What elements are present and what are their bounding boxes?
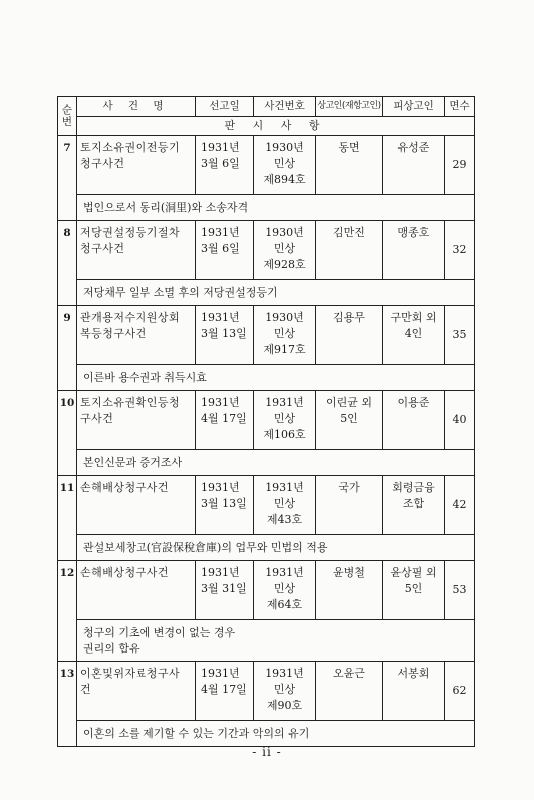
docket-number-line: 1930년	[265, 226, 304, 239]
judgment-date	[196, 662, 254, 721]
table-row-summary	[58, 280, 475, 306]
docket-number-line: 민상	[273, 241, 296, 255]
case-name-line: 토지소유권이전등기	[80, 141, 181, 154]
judgment-date	[196, 306, 254, 365]
judgment-date	[196, 136, 254, 195]
docket-number-line: 1931년	[265, 667, 304, 680]
header-case-name: 사 건 명	[77, 97, 196, 117]
appellee-line: 맹종호	[397, 226, 430, 239]
case-rows	[58, 136, 475, 747]
holding-summary-line: 이른바 용수권과 취득시효	[83, 371, 207, 385]
appellant-line: 오윤근	[333, 667, 365, 680]
judgment-date-line: 1931년	[201, 396, 240, 409]
case-name	[77, 391, 196, 450]
holding-summary-line: 청구의 기초에 변경이 없는 경우	[83, 626, 236, 640]
judgment-date-line: 1931년	[201, 311, 240, 324]
case-number: 7	[58, 136, 77, 221]
header-number-bottom: 번	[61, 116, 73, 128]
table-header	[58, 97, 475, 136]
docket-number-line: 제106호	[263, 427, 306, 441]
judgment-date	[196, 221, 254, 280]
appellant	[316, 561, 383, 620]
table-row	[58, 476, 475, 535]
header-appellee: 피상고인	[383, 97, 445, 117]
appellant-line: 윤병철	[333, 566, 365, 579]
docket-number	[254, 221, 316, 280]
table-row-summary	[58, 721, 475, 747]
judgment-date-line: 4월 17일	[201, 682, 247, 696]
case-name-line: 손해배상청구사건	[80, 481, 170, 494]
case-name-line: 구사건	[80, 411, 114, 425]
table-row-summary	[58, 620, 475, 662]
holding-summary-line: 법인으로서 동리(洞里)와 소송자격	[83, 201, 249, 215]
case-name-line: 복등청구사건	[80, 326, 147, 340]
holding-summary	[77, 365, 475, 391]
page-number: - ii -	[252, 745, 282, 759]
holding-summary-line: 이혼의 소를 제기할 수 있는 기간과 악의의 유기	[83, 727, 310, 741]
judgment-date-line: 4월 17일	[201, 411, 247, 425]
table-row-summary	[58, 450, 475, 476]
docket-number-line: 제64호	[266, 597, 303, 611]
judgment-date	[196, 561, 254, 620]
docket-number-line: 민상	[273, 411, 296, 425]
page-reference: 42	[445, 476, 475, 535]
appellant	[316, 221, 383, 280]
case-name-line: 건	[80, 682, 92, 696]
case-name	[77, 221, 196, 280]
docket-number-line: 1931년	[265, 566, 304, 579]
page-reference: 32	[445, 221, 475, 280]
page-reference: 62	[445, 662, 475, 721]
case-number: 9	[58, 306, 77, 391]
case-name	[77, 662, 196, 721]
docket-number	[254, 306, 316, 365]
judgment-date-line: 1931년	[201, 481, 240, 494]
appellee-line: 4인	[404, 326, 423, 340]
case-name-line: 청구사건	[80, 241, 125, 255]
appellant-line: 김만진	[333, 226, 365, 239]
appellee	[383, 561, 445, 620]
table-row	[58, 662, 475, 721]
table-row-summary	[58, 535, 475, 561]
header-number	[58, 97, 77, 136]
docket-number-line: 민상	[273, 156, 296, 170]
case-name-line: 이혼및위자료청구사	[80, 667, 181, 680]
page-reference: 35	[445, 306, 475, 365]
judgment-date-line: 3월 6일	[201, 156, 240, 170]
header-page: 면수	[445, 97, 475, 117]
docket-number	[254, 662, 316, 721]
docket-number-line: 민상	[273, 581, 296, 595]
case-number: 11	[58, 476, 77, 561]
header-number-top: 순	[61, 103, 73, 116]
page-reference: 53	[445, 561, 475, 620]
case-name	[77, 476, 196, 535]
judgment-date-line: 1931년	[201, 141, 240, 154]
holding-summary-line: 권리의 합유	[83, 642, 140, 655]
appellee-line: 조합	[402, 496, 425, 510]
appellant	[316, 136, 383, 195]
appellee	[383, 306, 445, 365]
appellee-line: 윤상필 외	[390, 566, 437, 579]
section-title: 판 시 사 항	[77, 116, 475, 136]
docket-number-line: 1931년	[265, 396, 304, 409]
appellee-line: 이용준	[397, 396, 430, 409]
table-row	[58, 221, 475, 280]
case-index-sheet	[57, 96, 474, 747]
appellee	[383, 662, 445, 721]
docket-number-line: 1931년	[265, 481, 304, 494]
docket-number-line: 제928호	[263, 257, 306, 271]
holding-summary	[77, 195, 475, 221]
page-reference: 40	[445, 391, 475, 450]
appellee-line: 5인	[404, 581, 423, 595]
docket-number-line: 민상	[273, 682, 296, 696]
case-name-line: 손해배상청구사건	[80, 566, 170, 579]
judgment-date-line: 3월 13일	[201, 326, 247, 340]
holding-summary	[77, 620, 475, 662]
case-name	[77, 136, 196, 195]
case-number: 13	[58, 662, 77, 747]
docket-number	[254, 561, 316, 620]
docket-number-line: 제894호	[263, 172, 306, 186]
appellant	[316, 391, 383, 450]
holding-summary	[77, 721, 475, 747]
judgment-date-line: 3월 6일	[201, 241, 240, 255]
judgment-date-line: 1931년	[201, 226, 240, 239]
case-name-line: 저당권설정등기절차	[80, 226, 181, 239]
docket-number	[254, 136, 316, 195]
holding-summary-line: 저당채무 일부 소멸 후의 저당권설정등기	[83, 286, 278, 300]
page-reference: 29	[445, 136, 475, 195]
table-row	[58, 561, 475, 620]
judgment-date	[196, 391, 254, 450]
docket-number-line: 제43호	[266, 512, 303, 526]
appellant	[316, 662, 383, 721]
appellant-line: 동면	[338, 141, 360, 154]
table-row	[58, 136, 475, 195]
appellant-line: 5인	[340, 411, 358, 425]
appellant-line: 이린균 외	[325, 396, 372, 409]
appellee	[383, 476, 445, 535]
case-number: 12	[58, 561, 77, 662]
docket-number-line: 제90호	[266, 698, 303, 712]
docket-number	[254, 476, 316, 535]
judgment-date-line: 3월 13일	[201, 496, 247, 510]
holding-summary	[77, 535, 475, 561]
docket-number-line: 1930년	[265, 311, 304, 324]
case-number: 10	[58, 391, 77, 476]
table-row	[58, 391, 475, 450]
appellant	[316, 476, 383, 535]
judgment-date-line: 3월 31일	[201, 581, 247, 595]
table-row-summary	[58, 195, 475, 221]
holding-summary	[77, 450, 475, 476]
case-name-line: 토지소유권확인등청	[80, 396, 181, 409]
case-index-table	[57, 96, 475, 747]
holding-summary-line: 관설보세창고(官設保稅倉庫)의 업무와 민법의 적용	[83, 541, 328, 555]
table-row-summary	[58, 365, 475, 391]
appellee	[383, 221, 445, 280]
docket-number	[254, 391, 316, 450]
table-row	[58, 306, 475, 365]
judgment-date-line: 1931년	[201, 566, 240, 579]
judgment-date-line: 1931년	[201, 667, 240, 680]
appellee-line: 회령금융	[392, 481, 435, 494]
case-name	[77, 561, 196, 620]
header-appellant: 상고인(재항고인)	[316, 97, 383, 117]
judgment-date	[196, 476, 254, 535]
holding-summary-line: 본인신문과 증거조사	[83, 456, 183, 470]
case-number: 8	[58, 221, 77, 306]
holding-summary	[77, 280, 475, 306]
appellant-line: 국가	[338, 481, 360, 494]
appellee	[383, 136, 445, 195]
appellee-line: 유성준	[397, 141, 430, 154]
case-name-line: 관개용저수지원상회	[80, 311, 181, 324]
appellant	[316, 306, 383, 365]
docket-number-line: 제917호	[263, 342, 306, 356]
appellee-line: 구만회 외	[390, 311, 437, 324]
case-name-line: 청구사건	[80, 156, 125, 170]
appellee-line: 서봉회	[397, 667, 430, 680]
docket-number-line: 민상	[273, 496, 296, 510]
case-name	[77, 306, 196, 365]
header-date: 선고일	[196, 97, 254, 117]
docket-number-line: 민상	[273, 326, 296, 340]
appellee	[383, 391, 445, 450]
header-case-number: 사건번호	[254, 97, 316, 117]
appellant-line: 김용무	[333, 311, 365, 324]
docket-number-line: 1930년	[265, 141, 304, 154]
